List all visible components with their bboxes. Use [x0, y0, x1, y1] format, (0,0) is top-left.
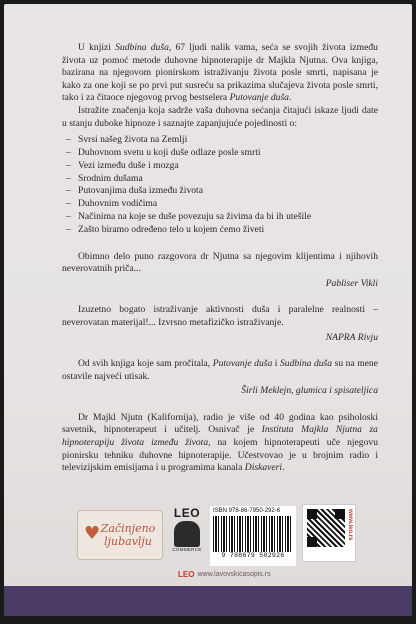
heart-icon: ♥	[84, 523, 101, 544]
quote-1-text: Obimno delo puno razgovora dr Njutna sa njegovim klijentima i njihovih neverovatnih priča...	[62, 250, 378, 275]
list-item: – Svrsi našeg života na Zemlji	[62, 134, 378, 147]
quote-3-title-2: Sudbina duša	[279, 358, 333, 370]
quote-3-text	[62, 358, 378, 383]
isbn-barcode	[210, 506, 296, 566]
intro-text-c: .	[288, 92, 292, 104]
isbn-text: ISBN 978-86-7950-292-6	[213, 508, 281, 514]
book-title-journey: Putovanje duša	[229, 92, 289, 104]
zacinjeno-ljubavlju-badge	[77, 510, 163, 560]
barcode-icon	[213, 516, 293, 552]
badge-line-2: ljubavlju	[104, 535, 152, 548]
qr-code	[302, 504, 356, 562]
intro-text-a: U knjizi	[78, 42, 116, 53]
qr-side-text: www.leo.rs	[347, 509, 353, 541]
leo-logo-text: LEO	[173, 506, 201, 520]
quote-2-source: NAPRA Rivju	[325, 331, 378, 343]
badge-line-1: Začinjeno	[100, 522, 156, 535]
leo-commerce-logo	[170, 506, 204, 560]
topics-list	[62, 134, 378, 236]
quote-3-title-1: Putovanje duša	[212, 358, 273, 370]
leo-logo-sub: COMMERCE	[172, 547, 202, 552]
url-text: www.lavovskicasopis.rs	[197, 571, 271, 578]
quote-2-text: Izuzetno bogato istraživanje aktivnosti duša i paralelne realnosti – neverovatan materijal!... Izvrsno metafizičko istraživanje.	[62, 304, 378, 328]
bio-channel: Diskaveri	[244, 462, 283, 474]
author-bio	[62, 412, 378, 475]
list-item: – Vezi između duše i mozga	[62, 160, 378, 173]
intro-text-b: , 67 ljudi nalik vama, seća se svojih života između života uz pomoć metode duhovne hipnoterapije dr Majkla Njutna. Ova knjiga, bazirana na njegovom pionirskom istraživanju života posle smrti, napisana je kako za one koji se po prvi put susreću sa prikazima slučajeva života posle smrti, tako i za čitaoce njegovog prvog bestselera	[62, 42, 378, 104]
quote-1-source: Pabliser Vikli	[325, 277, 378, 289]
book-back-cover	[4, 4, 412, 616]
list-item: – Srodnim dušama	[62, 173, 378, 186]
cover-text	[62, 42, 378, 475]
bio-institute: Instituta Majkla Njutna za hipnoterapiju života između života	[62, 424, 378, 449]
quote-3-b: su na mene ostavile najveći utisak.	[62, 358, 378, 382]
list-item: – Načinima na koje se duše povezuju sa živima da bi ih utešile	[62, 211, 378, 224]
quote-3-mid: i	[272, 358, 280, 370]
list-item: – Duhovnim vodičima	[62, 198, 378, 211]
lion-icon	[174, 521, 200, 547]
list-item: – Duhovnom svetu u koji duše odlaze posle smrti	[62, 147, 378, 160]
small-leo-logo: LEO	[178, 570, 195, 579]
list-item: – Putovanjima duša između života	[62, 185, 378, 198]
book-title-destiny: Sudbina duša	[115, 42, 169, 53]
bio-c: .	[282, 462, 285, 474]
barcode-number: 9 788679 502926	[221, 552, 285, 559]
intro-paragraph-2: Istražite značenja koja sadrže vaša duhovna sećanja čitajući iskaze ljudi date u stanju duboke hipnoze i saznajte zapanjujuće pojedinosti o:	[62, 104, 378, 129]
list-item: – Zašto biramo određeno telo u kojem ćemo živeti	[62, 224, 378, 237]
quote-3-source: Širli Meklejn, glumica i spisateljica	[241, 385, 378, 397]
quote-3-a: Od svih knjiga koje sam pročitala,	[78, 358, 213, 370]
publisher-url	[178, 570, 271, 579]
purple-bottom-band	[4, 586, 412, 616]
qr-code-icon	[307, 509, 345, 547]
intro-paragraph-1	[62, 42, 378, 105]
bio-b: , na kojem hipnoterapeuti uče njegovu pionirsku tehniku duhovne hipnoterapije. Učestvovao je u brojnim radio i televizijskim emisijama i u programima kanala	[62, 437, 378, 474]
bio-a: Dr Majkl Njutn (Kalifornija), radio je više od 40 godina kao psiholoski savetnik, hipnoterapeut i učitelj. Osnivač je	[62, 411, 378, 436]
